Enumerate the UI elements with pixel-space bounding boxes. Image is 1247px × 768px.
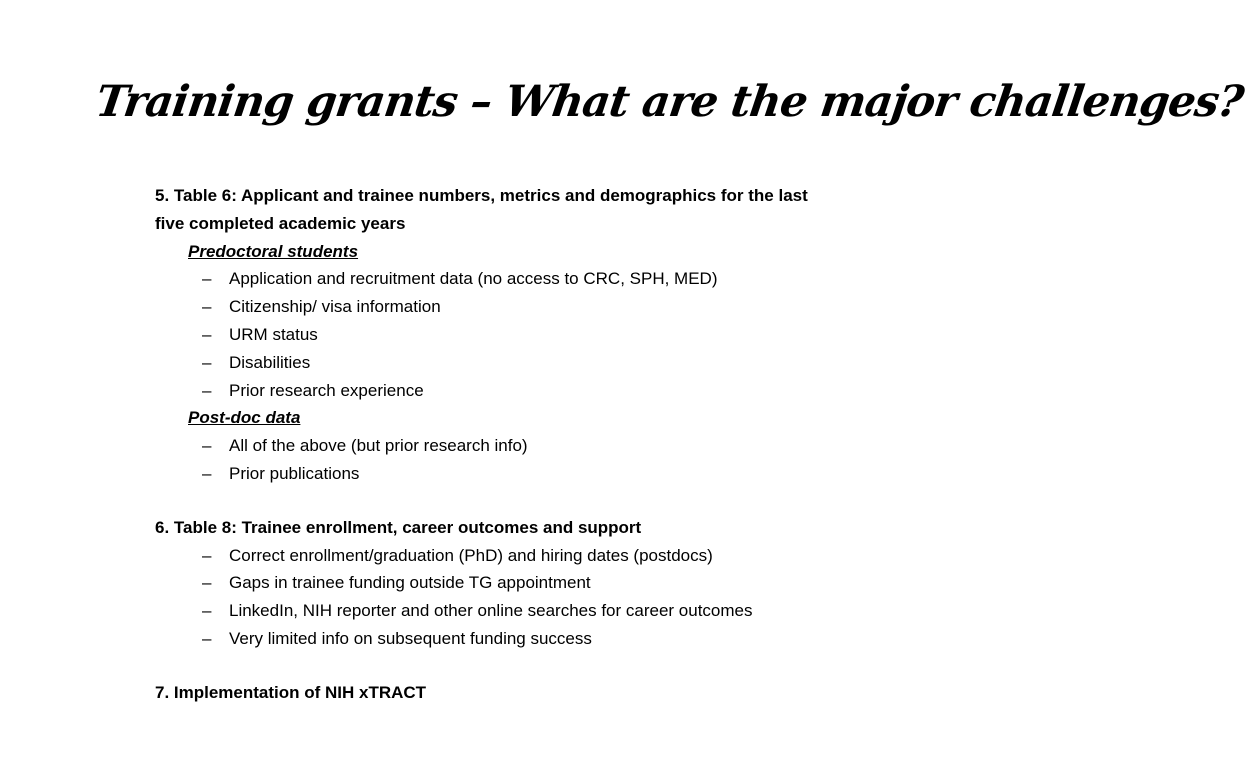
list-item: – Gaps in trainee funding outside TG appointment: [202, 569, 915, 597]
list-item: – Prior research experience: [202, 377, 915, 405]
list-item: – All of the above (but prior research info): [202, 432, 915, 460]
post-doc-list: [155, 432, 915, 488]
list-item: – Very limited info on subsequent funding success: [202, 625, 915, 653]
spacer: [155, 653, 915, 679]
list-item: – Application and recruitment data (no access to CRC, SPH, MED): [202, 265, 915, 293]
spacer: [155, 488, 915, 514]
post-doc-data-label: Post-doc data: [188, 408, 301, 428]
predoctoral-students-label: Predoctoral students: [188, 241, 359, 261]
list-item: – Correct enrollment/graduation (PhD) and hiring dates (postdocs): [202, 542, 915, 570]
section-5-heading-line-2: five completed academic years: [155, 213, 406, 233]
list-item: – URM status: [202, 321, 915, 349]
section-6-heading: 6. Table 8: Trainee enrollment, career outcomes and support: [155, 517, 642, 537]
section-5-heading-line-1: 5. Table 6: Applicant and trainee numbers, metrics and demographics for the last: [155, 186, 808, 205]
list-item: – Prior publications: [202, 460, 915, 488]
list-item: – Disabilities: [202, 349, 915, 377]
slide-title: Training grants – What are the major challenges?: [92, 77, 1246, 127]
section-6-list: [155, 542, 915, 653]
list-item: – LinkedIn, NIH reporter and other online searches for career outcomes: [202, 597, 915, 625]
slide-content: [155, 182, 915, 707]
section-7-heading: 7. Implementation of NIH xTRACT: [155, 682, 427, 702]
list-item: – Citizenship/ visa information: [202, 293, 915, 321]
predoctoral-list: [155, 265, 915, 404]
